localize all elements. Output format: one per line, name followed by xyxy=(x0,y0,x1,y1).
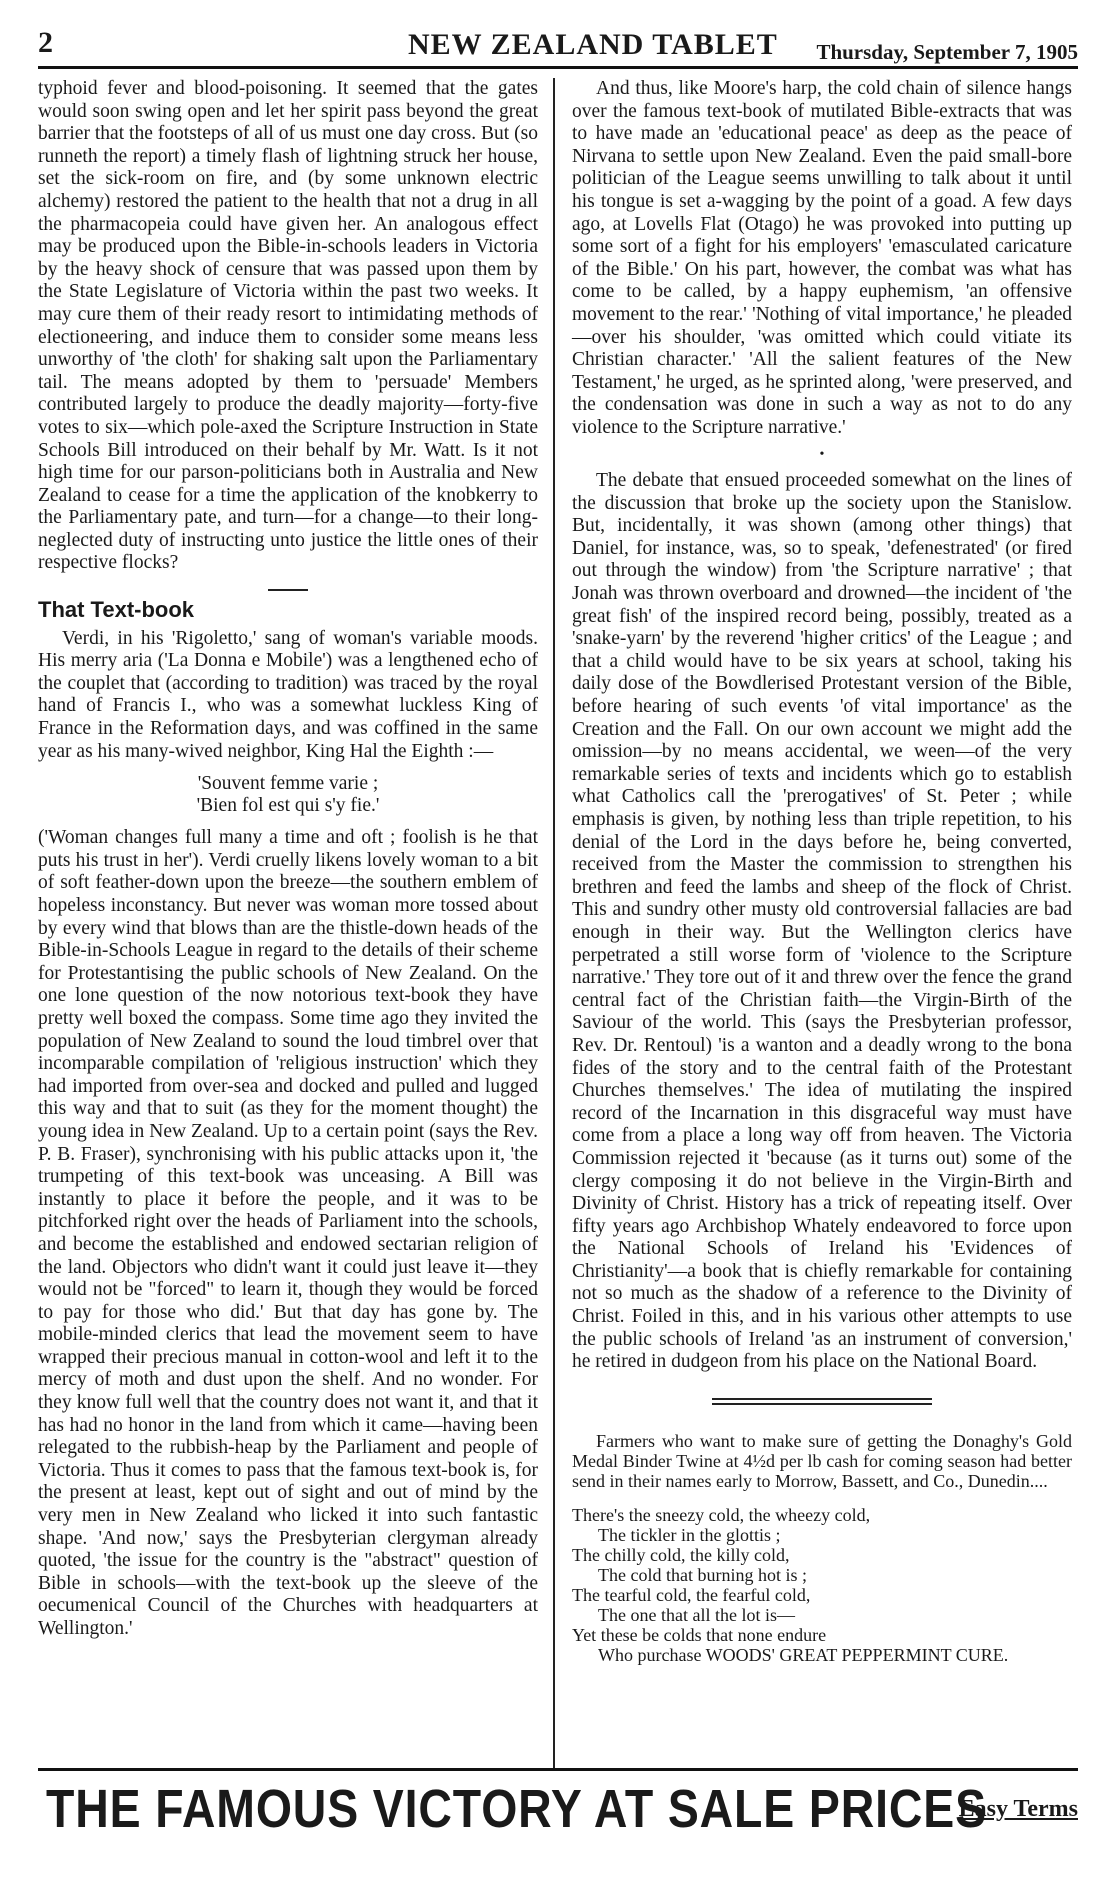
section-heading: That Text-book xyxy=(38,597,195,623)
article-paragraph: And thus, like Moore's harp, the cold chain of silence hangs over the famous text-book of mutilated Bible-extracts that was to have made an 'educational peace' as deep as the peace of Nirvana to settle upon New Zealand. Even the paid small-bore politician of the League seems unwilling to talk about it until his tongue is set a-wagging by the point of a goad. A few days ago, at Lovells Flat (Otago) he was provoked into putting up some sort of a fight for his employers' 'emasculated caricature of the Bible.' On his part, however, the combat was what has come to be called, by a happy euphemism, 'an offensive movement to the rear.' 'Nothing of vital importance,' he pleaded—over his shoulder, 'was omitted which could vitiate its Christian character.' 'All the salient features of the New Testament,' he urged, as he sprinted along, 'were preserved, and the condensation was done in such a way as not to do any violence to the Scripture narrative.' xyxy=(572,78,1072,438)
footer-rule xyxy=(38,1768,1078,1771)
sale-banner xyxy=(38,1778,1078,1848)
couplet-line: 'Souvent femme varie ; xyxy=(197,773,379,795)
double-rule-divider xyxy=(712,1398,932,1405)
twine-advertisement xyxy=(572,1431,1072,1491)
opening-paragraph: typhoid fever and blood-poisoning. It seemed that the gates would soon swing open and let her spirit pass beyond the great barrier that the footsteps of all of us must one day cross. But (so runneth the report) a timely flash of lightning struck her house, set the sick-room on fire, and (by some unknown electric alchemy) restored the patient to the health that not a drug in all the pharmacopeia could have given her. An analogous effect may be produced upon the Bible-in-schools leaders in Victoria by the heavy shock of censure that was passed upon them by the State Legislature of Victoria within the past two weeks. It may cure them of their ready resort to intimidating methods of electioneering, and induce them to consider some means less unworthy of 'the cloth' for shaking salt upon the Parliamentary tail. The means adopted by them to 'persuade' Members contributed largely to produce the deadly majority—forty-five votes to six—which pole-axed the Scripture Instruction in State Schools Bill introduced on their behalf by Mr. Watt. Is it not high time for our parson-politicians both in Australia and New Zealand to cease for a time the application of the knobkerry to the Parliamentary pate, and turn—for a change—to their long-neglected duty of instructing unto justice the little ones of their respective flocks? xyxy=(38,78,538,574)
verse-line: The chilly cold, the killy cold, xyxy=(572,1544,790,1565)
couplet-line: 'Bien fol est qui s'y fie.' xyxy=(196,795,380,817)
issue-date: Thursday, September 7, 1905 xyxy=(816,40,1078,64)
column-rule xyxy=(553,78,555,1768)
right-column xyxy=(572,78,1072,1665)
banner-headline: THE FAMOUS VICTORY AT SALE PRICES xyxy=(46,1779,987,1839)
banner-easy-terms: Easy Terms xyxy=(958,1796,1078,1822)
verse-line: The tickler in the glottis ; xyxy=(598,1524,781,1545)
bullet-separator: • xyxy=(819,446,825,462)
page-number: 2 xyxy=(38,26,53,59)
article-paragraph: The debate that ensued proceeded somewhat on the lines of the discussion that broke up the society upon the Stanislow. But, incidentally, it was shown (among other things) that Daniel, for instance, was, so to speak, 'defenestrated' (or fired out through the window) from 'the Scripture narrative' ; that Jonah was thrown overboard and drowned—the incident of 'the great fish' of the inspired record being, possibly, treated as a 'snake-yarn' by the reverend 'higher critics' of the League ; and that a child would have to be six years at school, taking his daily dose of the Bowdlerised Protestant version of the Bible, before hearing of such events 'of vital importance' as the Creation and the Fall. On our own account we might add the omission—by no means accidental, we ween—of the very remarkable series of texts and incidents which go to establish what Catholics call the 'prerogatives' of St. Peter ; while emphasis is given, by nothing less than triple repetition, to his denial of the Lord in the days before he, being converted, received from the Master the commission to strengthen his brethren and feed the lambs and sheep of the flock of Christ. This and sundry other musty old controversial fallacies are bad enough in their way. But the Wellington clerics have perpetrated a still worse form of 'violence to the Scripture narrative.' They tore out of it and threw over the fence the grand central fact of the Christian faith—the Virgin-Birth of the Saviour of the world. This (says the Presbyterian professor, Rev. Dr. Rentoul) 'is a wanton and a deadly wrong to the bona fides of the story and to the central faith of the Protestant Churches themselves.' The idea of mutilating the inspired record of the Incarnation in this disgraceful way must have come from a place a long way off from heaven. The Victoria Commission rejected it 'because (as it turns out) some of the clergy composing it do not believe in the Virgin-Birth and Divinity of Christ. History has a trick of repeating itself. Over fifty years ago Archbishop Whately endeavored to force upon the National Schools of Ireland his 'Evidences of Christianity'—a book that is chiefly remarkable for containing not so much as the shadow of a reference to the Divinity of Christ. Foiled in this, and in his various other attempts to use the public schools of Ireland 'as an instrument of conversion,' he retired in dudgeon from his place on the National Board. xyxy=(572,470,1072,1373)
peppermint-cure-verse xyxy=(572,1505,1072,1665)
masthead-title: NEW ZEALAND TABLET xyxy=(408,28,778,61)
verse-line: The tearful cold, the fearful cold, xyxy=(572,1584,811,1605)
ad-text: Farmers who want to make sure of getting the Donaghy's Gold Medal Binder Twine at 4½d per lb cash for coming season had better send in their names early to Morrow, Bassett, and Co., Dunedin.... xyxy=(572,1430,1072,1491)
header-rule xyxy=(38,66,1078,69)
verse-line: The cold that burning hot is ; xyxy=(598,1564,807,1585)
french-couplet xyxy=(38,773,538,817)
verse-line: There's the sneezy cold, the wheezy cold, xyxy=(572,1504,871,1525)
article-paragraph: Verdi, in his 'Rigoletto,' sang of woman's variable moods. His merry aria ('La Donna e Mobile') was a lengthened echo of the couplet that (according to tradition) was traced by the royal hand of Francis I., who was a somewhat luckless King of France in the Reformation days, and was coffined in the same year as his many-wived neighbor, King Hal the Eighth :— xyxy=(38,627,538,762)
section-divider xyxy=(268,589,308,591)
page-header xyxy=(38,26,1078,66)
verse-line: Yet these be colds that none endure xyxy=(572,1624,827,1645)
verse-line: The one that all the lot is— xyxy=(598,1604,795,1625)
left-column xyxy=(38,78,538,1641)
verse-line: Who purchase WOODS' GREAT PEPPERMINT CURE. xyxy=(598,1644,1009,1665)
article-paragraph: ('Woman changes full many a time and oft ; foolish is he that puts his trust in her'). Verdi cruelly likens lovely woman to a bit of soft feather-down upon the breeze—the southern emblem of hopeless inconstancy. But never was woman more tossed about by every wind that blows than are the thistle-down heads of the Bible-in-Schools League in regard to the details of their scheme for Protestantising the public schools of New Zealand. On the one lone question of the now notorious text-book they have pretty well boxed the compass. Some time ago they invited the population of New Zealand to sound the loud timbrel over that incomparable compilation of 'religious instruction' which they had imported from over-sea and docked and pulled and lugged this way and that to suit (as they for the moment thought) the young idea in New Zealand. Up to a certain point (says the Rev. P. B. Fraser), synchronising with his public attacks upon it, 'the trumpeting of this text-book was unceasing. A Bill was instantly to place it before the people, and it was to be pitchforked right over the heads of Parliament into the schools, and become the established and endowed sectarian religion of the land. Objectors who didn't want it could just leave it—they would not be "forced" to learn it, though they would be forced to pay for those who did.' But that day has gone by. The mobile-minded clerics that lead the movement seem to have wrapped their precious manual in cotton-wool and left it to the mercy of moth and dust upon the shelf. And no wonder. For they know full well that the country does not want it, and that it has had no honor in the land from which it came—having been relegated to the rubbish-heap by the Parliament and people of Victoria. Thus it comes to pass that the famous text-book is, for the present at least, kept out of sight and out of mind by the very men in New Zealand who licked it into such fantastic shape. 'And now,' says the Presbyterian clergyman already quoted, 'the issue for the country is the "abstract" question of Bible in schools—with the text-book up the sleeve of the oecumenical Council of the Churches with headquarters at Wellington.' xyxy=(38,827,538,1639)
